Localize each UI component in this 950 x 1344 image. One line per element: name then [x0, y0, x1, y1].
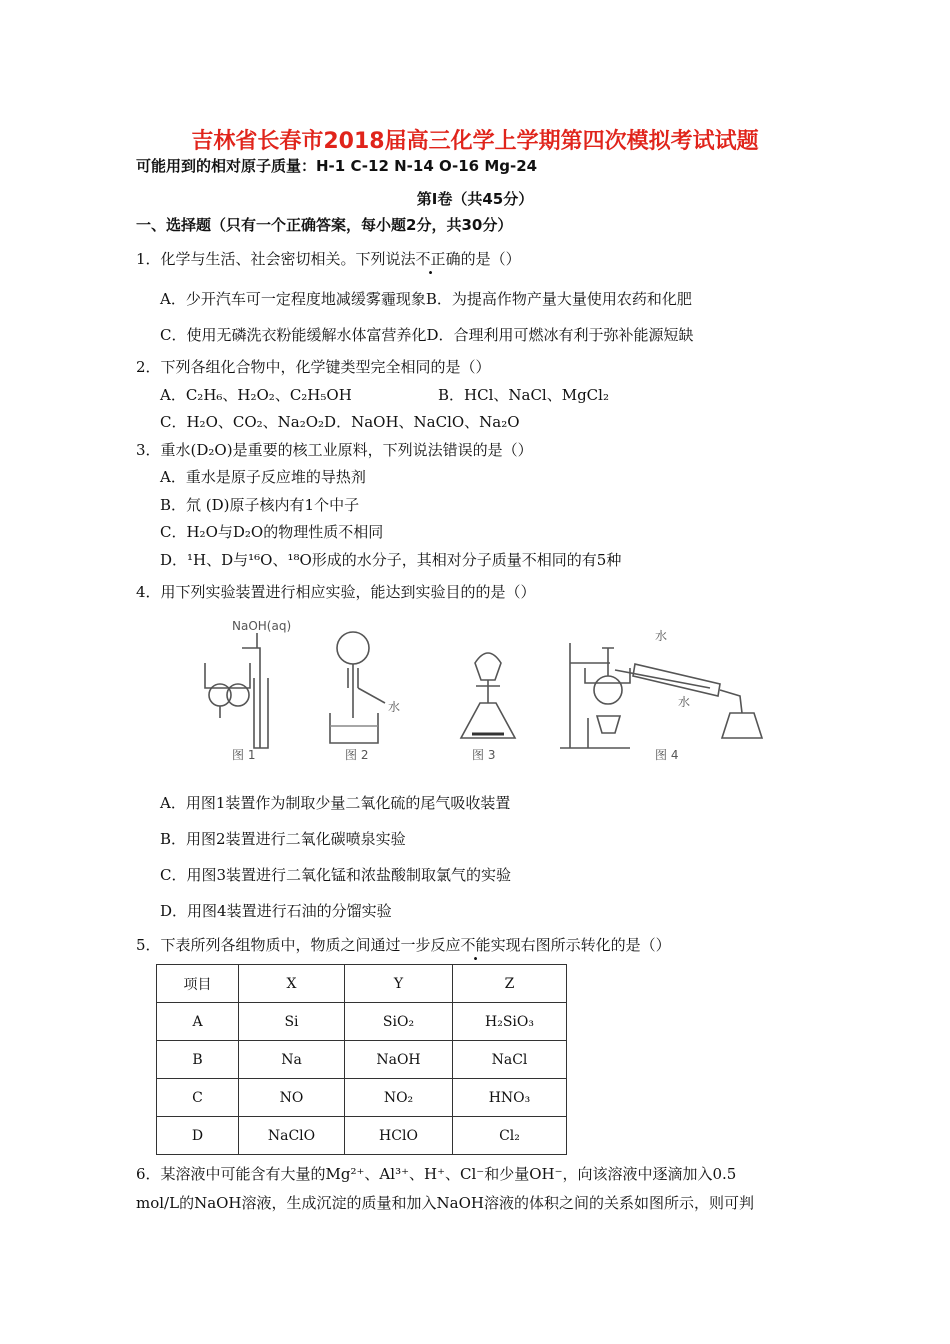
- question-4-option-d: D．用图4装置进行石油的分馏实验: [160, 902, 392, 920]
- water-label-fig4-top: 水: [655, 629, 668, 643]
- water-label-fig4-bottom: 水: [678, 695, 691, 709]
- question-5-stem: [136, 934, 671, 955]
- question-6-line-2: mol/L的NaOH溶液，生成沉淀的质量和加入NaOH溶液的体积之间的关系如图所示，则可判: [136, 1194, 754, 1212]
- table-row: [157, 1117, 567, 1155]
- table-cell: A: [157, 1003, 239, 1041]
- figure-2-caption: 图 2: [345, 748, 369, 762]
- table-cell: Na: [239, 1041, 345, 1079]
- question-5-stem-b: 实现右图所示转化的是（）: [490, 936, 671, 954]
- table-cell: NaOH: [345, 1041, 453, 1079]
- question-4-option-b: B．用图2装置进行二氧化碳喷泉实验: [160, 830, 406, 848]
- water-label-fig2: 水: [388, 700, 401, 714]
- table-cell: SiO₂: [345, 1003, 453, 1041]
- question-2-option-b: B．HCl、NaCl、MgCl₂: [438, 386, 609, 404]
- table-cell: HClO: [345, 1117, 453, 1155]
- figure-1-absorber: [205, 633, 268, 748]
- question-4-stem: 4．用下列实验装置进行相应实验，能达到实验目的的是（）: [136, 583, 536, 601]
- table-row: [157, 1079, 567, 1117]
- apparatus-figure: [190, 608, 770, 768]
- question-6-line-1: 6．某溶液中可能含有大量的Mg²⁺、Al³⁺、H⁺、Cl⁻和少量OH⁻，向该溶液中逐滴加入0.5: [136, 1165, 737, 1183]
- table-cell: B: [157, 1041, 239, 1079]
- question-2-options-cd: C．H₂O、CO₂、Na₂O₂D．NaOH、NaClO、Na₂O: [160, 413, 520, 431]
- table-cell: NO₂: [345, 1079, 453, 1117]
- table-header-cell: 项目: [157, 965, 239, 1003]
- question-5-stem-a: 5．下表所列各组物质中，物质之间通过一步反应: [136, 936, 461, 954]
- table-header-row: [157, 965, 567, 1003]
- question-1-stem-a: 1．化学与生活、社会密切相关。下列说法: [136, 250, 416, 268]
- table-cell: H₂SiO₃: [453, 1003, 567, 1041]
- figure-2-fountain-flask: [330, 632, 385, 743]
- table-row: [157, 1041, 567, 1079]
- table-cell: NO: [239, 1079, 345, 1117]
- figure-4-distillation-apparatus: [560, 643, 762, 748]
- section-heading: 第Ⅰ卷（共45分）: [416, 190, 534, 208]
- question-3-option-a: A．重水是原子反应堆的导热剂: [160, 468, 366, 486]
- question-3-option-c: C．H₂O与D₂O的物理性质不相同: [160, 523, 384, 541]
- question-5-table: [156, 964, 567, 1155]
- question-3-stem: 3．重水(D₂O)是重要的核工业原料，下列说法错误的是（）: [136, 441, 533, 459]
- table-header-cell: Y: [345, 965, 453, 1003]
- part-heading: 一、选择题（只有一个正确答案，每小题2分，共30分）: [136, 216, 513, 234]
- question-2-option-a: A．C₂H₆、H₂O₂、C₂H₅OH: [160, 386, 352, 404]
- question-1-emphasis: 不正: [415, 250, 446, 268]
- question-1-options-cd: C．使用无磷洗衣粉能缓解水体富营养化D．合理利用可燃冰有利于弥补能源短缺: [160, 326, 694, 344]
- table-cell: NaCl: [453, 1041, 567, 1079]
- table-cell: Cl₂: [453, 1117, 567, 1155]
- table-header-cell: X: [239, 965, 345, 1003]
- table-cell: C: [157, 1079, 239, 1117]
- question-4-option-c: C．用图3装置进行二氧化锰和浓盐酸制取氯气的实验: [160, 866, 512, 884]
- question-1-options-ab: A．少开汽车可一定程度地减缓雾霾现象B．为提高作物产量大量使用农药和化肥: [160, 290, 692, 308]
- page-title: 吉林省长春市2018届高三化学上学期第四次模拟考试试题: [191, 129, 759, 154]
- figure-1-caption: 图 1: [232, 748, 256, 762]
- table-cell: Si: [239, 1003, 345, 1041]
- question-1-stem: [136, 248, 521, 269]
- question-2-stem: 2．下列各组化合物中，化学键类型完全相同的是（）: [136, 358, 491, 376]
- figure-3-conical-flask: [461, 653, 515, 738]
- atomic-masses: 可能用到的相对原子质量：H-1 C-12 N-14 O-16 Mg-24: [136, 157, 538, 175]
- figure-4-caption: 图 4: [655, 748, 679, 762]
- question-5-emphasis: 不能: [460, 936, 491, 954]
- question-3-option-b: B．氘 (D)原子核内有1个中子: [160, 496, 360, 514]
- table-header-cell: Z: [453, 965, 567, 1003]
- table-cell: D: [157, 1117, 239, 1155]
- table-row: [157, 1003, 567, 1041]
- table-cell: HNO₃: [453, 1079, 567, 1117]
- table-cell: NaClO: [239, 1117, 345, 1155]
- question-4-option-a: A．用图1装置作为制取少量二氧化硫的尾气吸收装置: [160, 794, 511, 812]
- naoh-label: NaOH(aq): [232, 619, 292, 633]
- question-3-option-d: D．¹H、D与¹⁶O、¹⁸O形成的水分子，其相对分子质量不相同的有5种: [160, 551, 622, 569]
- figure-3-caption: 图 3: [472, 748, 496, 762]
- question-1-stem-b: 确的是（）: [445, 250, 521, 268]
